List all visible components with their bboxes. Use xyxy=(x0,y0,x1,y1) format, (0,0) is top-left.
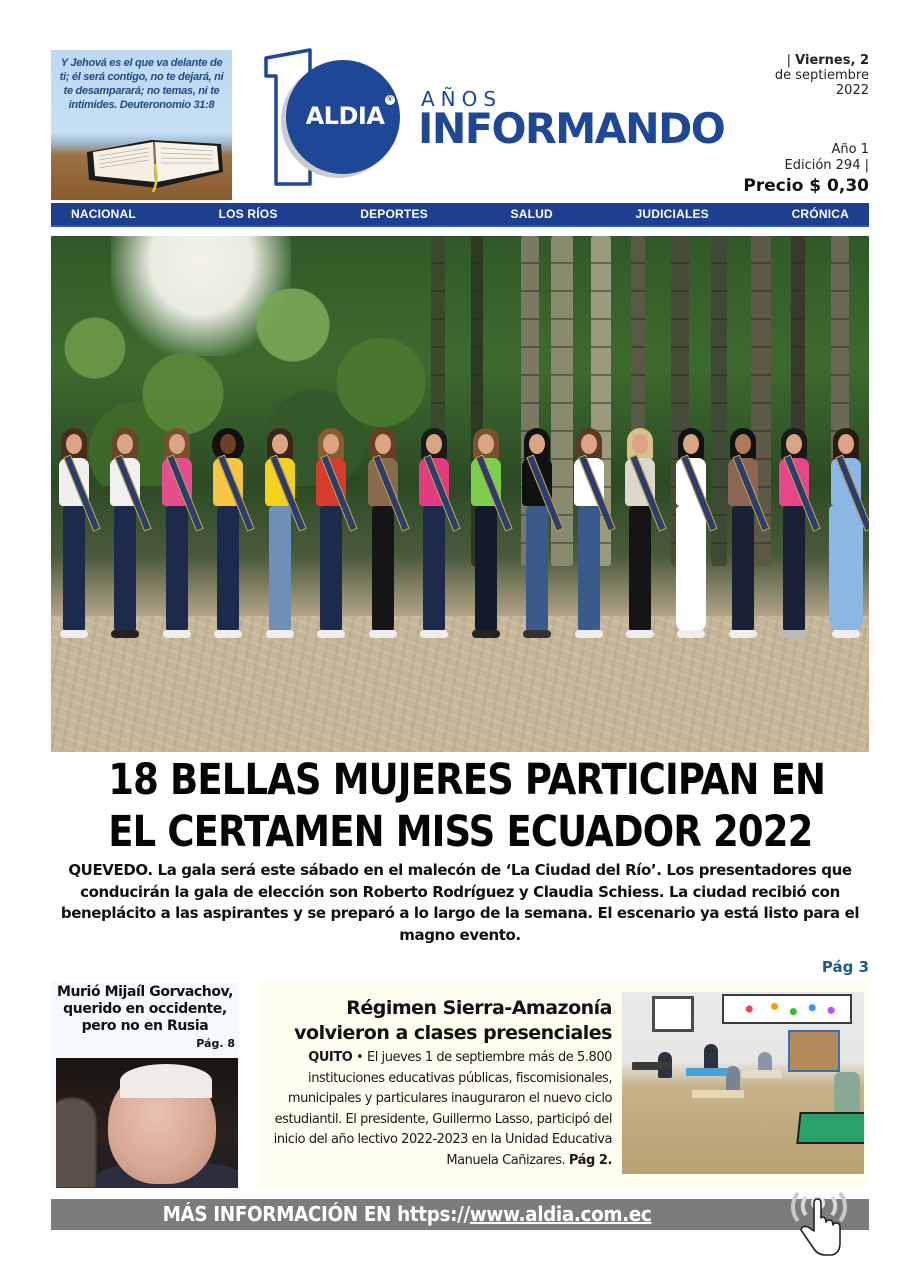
student xyxy=(704,1044,718,1070)
contestant-figure xyxy=(619,424,661,664)
gorbachev-story-box[interactable] xyxy=(51,982,239,1188)
school-headline-line-2: volvieron a clases presenciales xyxy=(294,1022,612,1044)
contestant-figure xyxy=(53,424,95,664)
hero-photo[interactable] xyxy=(51,236,869,752)
date-month: de septiembre xyxy=(774,68,869,83)
green-desk xyxy=(796,1112,864,1144)
contestant-figure xyxy=(465,424,507,664)
nav-item-salud[interactable]: SALUD xyxy=(510,207,553,221)
logo-slogan: INFORMANDO xyxy=(418,104,725,153)
contestant-figure xyxy=(670,424,712,664)
bible-verse-text: Y Jehová es el que va delante de ti; él será contigo, no te dejará, ni te desamparará; no temas, ni te intimides. Deuteronomio 31:8 xyxy=(59,57,224,111)
classroom-shelf xyxy=(788,1030,840,1072)
pipe-separator: | xyxy=(786,53,796,68)
student xyxy=(834,1072,860,1116)
contestant-figure xyxy=(104,424,146,664)
school-body-text: El jueves 1 de septiembre más de 5.800 instituciones educativas públicas, fiscomisionales, municipales y particulares inauguraron el nuevo ciclo estudiantil. El presidente, Guillermo Lasso, participó del inicio del año lectivo 2022-2023 en la Unidad Educativa Manuela Cañizares. xyxy=(273,1050,612,1168)
main-story-page-ref[interactable]: Pág 3 xyxy=(821,958,869,976)
school-story-box[interactable] xyxy=(258,982,869,1188)
classroom-bulletin-board xyxy=(722,994,852,1024)
headline-line-1: 18 BELLAS MUJERES PARTICIPAN EN xyxy=(108,755,826,805)
nav-item-cronica[interactable]: CRÓNICA xyxy=(791,207,849,221)
student xyxy=(726,1066,740,1092)
classroom-photo xyxy=(622,992,864,1174)
school-headline-line-1: Régimen Sierra-Amazonía xyxy=(346,997,612,1019)
classroom-window xyxy=(652,996,694,1032)
desk xyxy=(692,1090,744,1098)
footer-text xyxy=(79,1201,734,1228)
school-headline xyxy=(268,996,612,1046)
edition-info xyxy=(785,142,870,174)
contestant-figure xyxy=(568,424,610,664)
contestant-figure xyxy=(259,424,301,664)
aldia-logo[interactable] xyxy=(258,44,748,194)
contestant-figure xyxy=(825,424,867,664)
footer-prefix: MÁS INFORMACIÓN EN https:// xyxy=(162,1202,470,1226)
dateline xyxy=(775,53,869,98)
contestant-figure xyxy=(207,424,249,664)
gorbachev-page-ref[interactable]: Pág. 8 xyxy=(196,1037,235,1050)
background-person xyxy=(56,1098,96,1188)
section-nav xyxy=(51,203,869,227)
contestant-figure xyxy=(773,424,815,664)
contestant-figure xyxy=(516,424,558,664)
desk xyxy=(632,1062,672,1070)
gorbachev-headline: Murió Mijaíl Gorvachov, querido en occidente, pero no en Rusia xyxy=(56,984,234,1034)
main-headline[interactable] xyxy=(108,754,826,858)
touch-icon[interactable] xyxy=(786,1183,850,1261)
date-day: Viernes, 2 xyxy=(795,53,869,68)
bible-icon xyxy=(81,122,227,192)
nav-item-deportes[interactable]: DEPORTES xyxy=(360,207,428,221)
main-story-lede: QUEVEDO. La gala será este sábado en el malecón de ‘La Ciudad del Río’. Los presentadores que conducirán la gala de elección son Roberto Rodríguez y Claudia Schiess. La ciudad recibió con beneplácito a las aspirantes y se preparó a lo largo de la semana. El escenario ya está listo para el magno evento. xyxy=(60,861,860,944)
desk xyxy=(686,1068,728,1076)
footer-banner xyxy=(51,1199,869,1230)
date-year: 2022 xyxy=(835,83,869,98)
desk xyxy=(742,1070,782,1078)
headline-line-2: EL CERTAMEN MISS ECUADOR 2022 xyxy=(108,807,813,857)
portrait-hair xyxy=(120,1064,212,1098)
edition-number: Edición 294 | xyxy=(784,158,869,173)
school-page-ref[interactable]: Pág 2. xyxy=(568,1152,612,1168)
price-label: Precio $ 0,30 xyxy=(743,176,869,196)
nav-item-judiciales[interactable]: JUDICIALES xyxy=(635,207,709,221)
school-dateline: QUITO xyxy=(308,1050,353,1065)
contestant-figure xyxy=(722,424,764,664)
bible-verse-box xyxy=(51,50,232,200)
edition-year: Año 1 xyxy=(831,142,869,157)
nav-item-los-rios[interactable]: LOS RÍOS xyxy=(218,207,278,221)
registered-mark: ® xyxy=(384,94,396,106)
school-story-body xyxy=(268,1048,612,1171)
logo-years-label: AÑOS xyxy=(421,87,503,111)
contestant-figure xyxy=(362,424,404,664)
website-link[interactable]: www.aldia.com.ec xyxy=(469,1202,652,1226)
gorbachev-photo xyxy=(56,1058,238,1188)
bullet-separator: • xyxy=(352,1050,367,1065)
contestant-figure xyxy=(413,424,455,664)
contestant-figure xyxy=(310,424,352,664)
nav-item-nacional[interactable]: NACIONAL xyxy=(71,207,136,221)
contestants-row xyxy=(51,424,869,664)
contestant-figure xyxy=(156,424,198,664)
logo-brand: ALDIA xyxy=(305,102,385,130)
